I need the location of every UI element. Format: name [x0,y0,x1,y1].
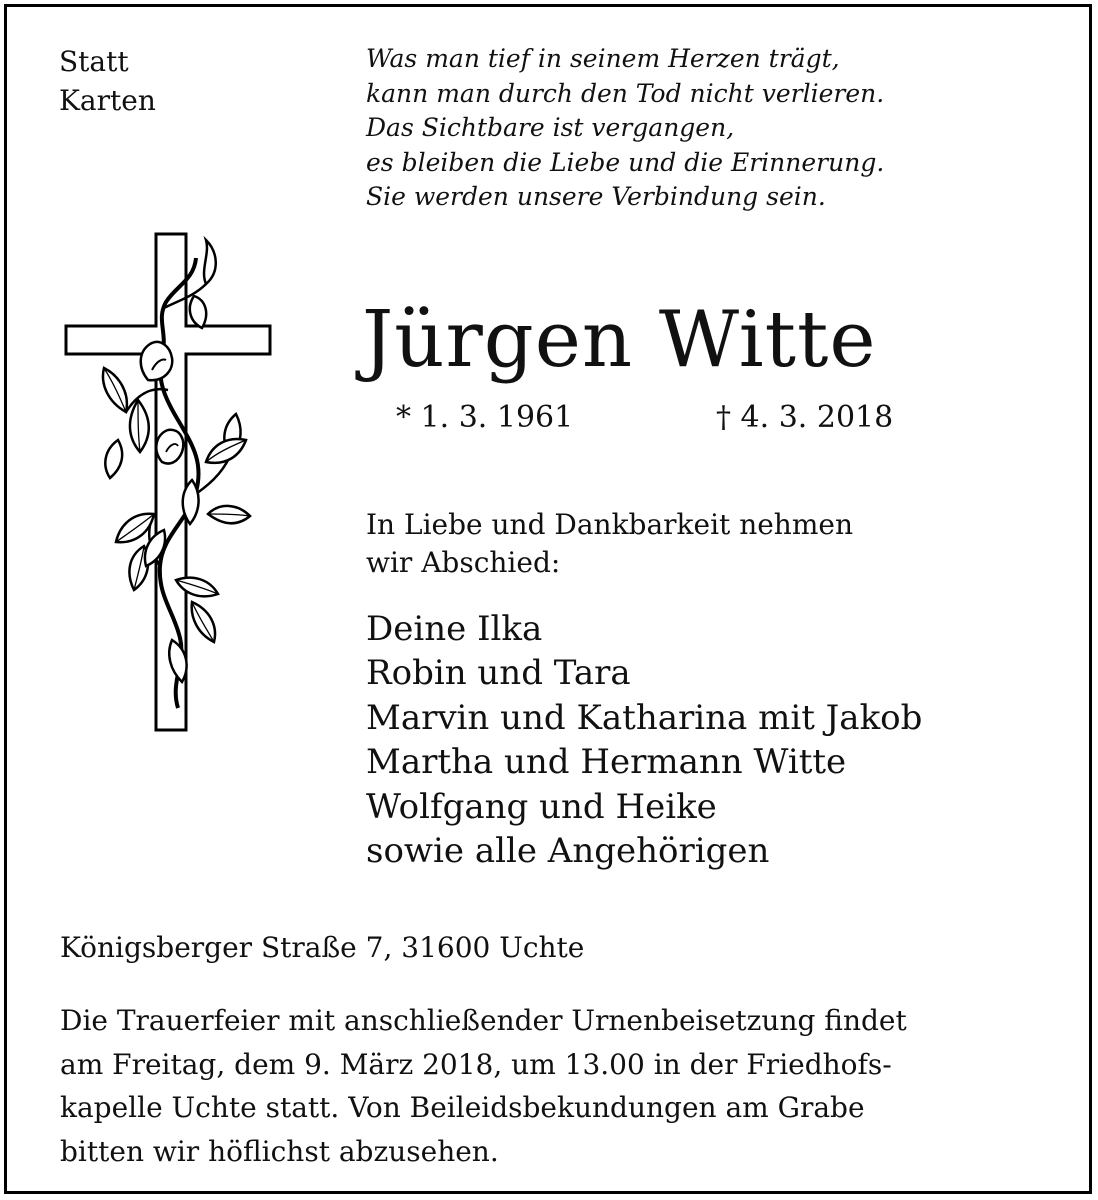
funeral-notice [60,999,907,1173]
death-date: † 4. 3. 2018 [716,400,894,435]
mourner-entry: sowie alle Angehörigen [366,831,770,872]
mourner-entry: Marvin und Katharina mit Jakob [366,697,923,738]
poem-line: Was man tief in seinem Herzen trägt, [366,44,840,73]
notice-line: bitten wir höflichst abzusehen. [60,1134,499,1168]
address: Königsberger Straße 7, 31600 Uchte [60,931,585,964]
deceased-name: Jürgen Witte [362,295,877,385]
statt-karten-label [59,42,156,120]
poem [366,42,884,215]
notice-line: Die Trauerfeier mit anschließender Urnenbeisetzung findet [60,1004,907,1037]
intro-line: In Liebe und Dankbarkeit nehmen [366,508,853,541]
notice-line: am Freitag, dem 9. März 2018, um 13.00 in der Friedhofs- [60,1047,892,1081]
poem-line: Das Sichtbare ist vergangen, [366,113,735,142]
mourner-entry: Deine Ilka [366,609,543,649]
mourner-entry: Robin und Tara [366,653,631,694]
cross-with-rose-vine-icon [60,230,275,735]
mourner-entry: Martha und Hermann Witte [366,742,847,783]
notice-line: kapelle Uchte statt. Von Beileidsbekundungen am Grabe [60,1091,865,1124]
mourner-entry: Wolfgang und Heike [366,786,717,827]
farewell-intro [366,506,853,582]
mourners-list [366,607,922,873]
poem-line: es bleiben die Liebe und die Erinnerung. [366,147,885,177]
poem-line: kann man durch den Tod nicht verlieren. [366,78,885,108]
karten-line: Karten [59,84,156,117]
statt-line: Statt [59,45,129,78]
intro-line: wir Abschied: [366,546,561,579]
birth-date: * 1. 3. 1961 [396,400,574,435]
poem-line: Sie werden unsere Verbindung sein. [366,182,826,211]
